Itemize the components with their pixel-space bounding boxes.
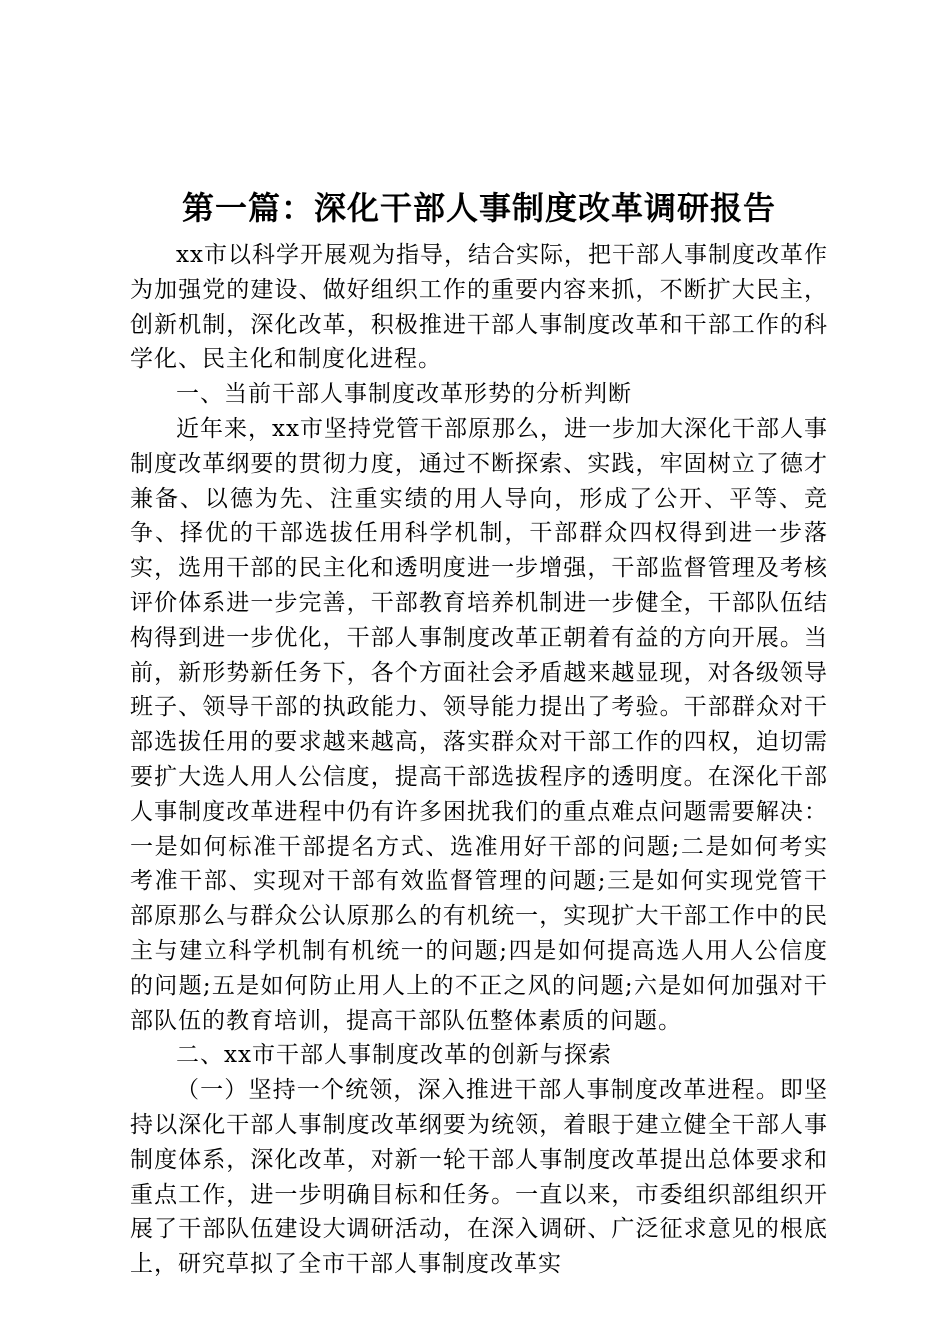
section-1-heading: 一、当前干部人事制度改革形势的分析判断: [176, 381, 632, 408]
section-1-paragraph: 近年来，xx市坚持党管干部原那么，进一步加大深化干部人事制度改革纲要的贯彻力度，通过不断探索、实践，牢固树立了德才兼备、以德为先、注重实绩的用人导向，形成了公开、平等、竞争、择优的干部选拔任用科学机制，干部群众四权得到进一步落实，选用干部的民主化和透明度进一步增强，干部监督管理及考核评价体系进一步完善，干部教育培养机制进一步健全，干部队伍结构得到进一步优化，干部人事制度改革正朝着有益的方向开展。当前，新形势新任务下，各个方面社会矛盾越来越显现，对各级领导班子、领导干部的执政能力、领导能力提出了考验。干部群众对干部选拔任用的要求越来越高，落实群众对干部工作的四权，迫切需要扩大选人用人公信度，提高干部选拔程序的透明度。在深化干部人事制度改革进程中仍有许多困扰我们的重点难点问题需要解决：一是如何标准干部提名方式、选准用好干部的问题;二是如何考实考准干部、实现对干部有效监督管理的问题;三是如何实现党管干部原那么与群众公认原那么的有机统一，实现扩大干部工作中的民主与建立科学机制有机统一的问题;四是如何提高选人用人公信度的问题;五是如何防止用人上的不正之风的问题;六是如何加强对干部队伍的教育培训，提高干部队伍整体素质的问题。: [130, 415, 828, 1034]
section-2-heading: 二、xx市干部人事制度改革的创新与探索: [176, 1042, 612, 1069]
document-title: 第一篇：深化干部人事制度改革调研报告: [181, 189, 776, 227]
section-2-paragraph: （一）坚持一个统领，深入推进干部人事制度改革进程。即坚持以深化干部人事制度改革纲要为统领，着眼于建立健全干部人事制度体系，深化改革，对新一轮干部人事制度改革提出总体要求和重点工作，进一步明确目标和任务。一直以来，市委组织部组织开展了干部队伍建设大调研活动，在深入调研、广泛征求意见的根底上，研究草拟了全市干部人事制度改革实: [130, 1077, 828, 1278]
document-page: [130, 186, 828, 1282]
intro-paragraph: xx市以科学开展观为指导，结合实际，把干部人事制度改革作为加强党的建设、做好组织工作的重要内容来抓，不断扩大民主，创新机制，深化改革，积极推进干部人事制度改革和干部工作的科学化、民主化和制度化进程。: [130, 242, 828, 373]
